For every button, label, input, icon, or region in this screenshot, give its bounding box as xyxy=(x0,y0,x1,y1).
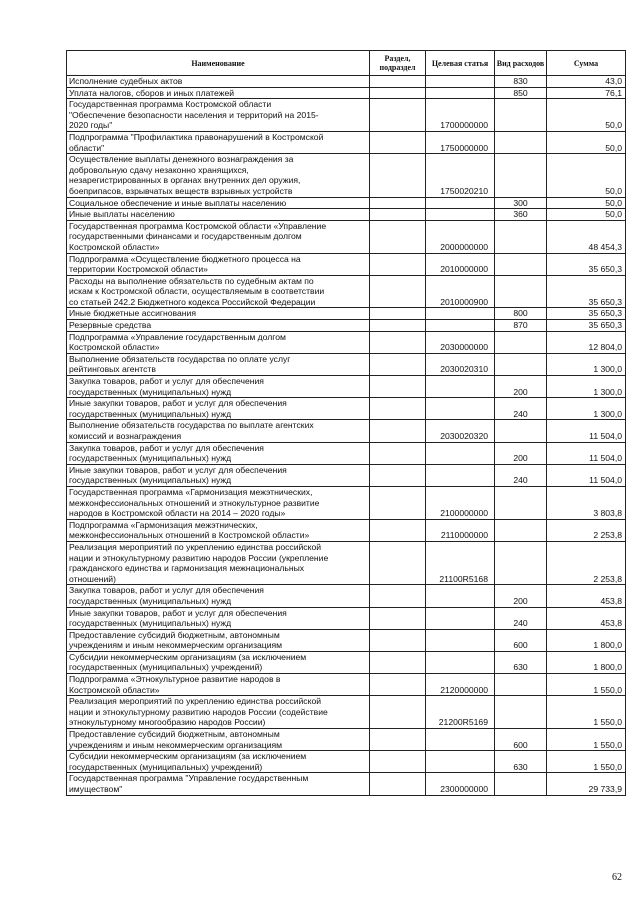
table-header-row xyxy=(67,51,626,76)
row-target-cell xyxy=(426,87,495,99)
row-target-cell: 2100000000 xyxy=(426,486,495,519)
row-expense-type-cell xyxy=(495,696,547,729)
row-target-cell xyxy=(426,442,495,464)
table-row xyxy=(67,541,626,584)
row-amount-cell: 76,1 xyxy=(547,87,626,99)
row-amount-cell: 35 650,3 xyxy=(547,275,626,308)
row-expense-type-cell xyxy=(495,420,547,442)
row-target-cell: 2010000900 xyxy=(426,275,495,308)
row-section-cell xyxy=(370,696,426,729)
row-expense-type-cell: 240 xyxy=(495,398,547,420)
table-row xyxy=(67,99,626,132)
table-row xyxy=(67,464,626,486)
row-target-cell: 1750020210 xyxy=(426,154,495,197)
table-row xyxy=(67,442,626,464)
row-target-cell xyxy=(426,76,495,88)
row-target-cell xyxy=(426,651,495,673)
row-section-cell xyxy=(370,131,426,153)
row-expense-type-cell: 830 xyxy=(495,76,547,88)
row-name-cell: Подпрограмма «Гармонизация межэтнических, межконфессиональных отношений в Костромской области» xyxy=(67,519,370,541)
row-expense-type-cell xyxy=(495,674,547,696)
row-amount-cell: 12 804,0 xyxy=(547,331,626,353)
header-section: Раздел, подраздел xyxy=(370,51,426,76)
row-name-cell: Реализация мероприятий по укреплению единства российской нации и этнокультурному развитию народов России (содействие этнокультурному многообразию народов России) xyxy=(67,696,370,729)
row-target-cell xyxy=(426,209,495,221)
row-name-cell: Реализация мероприятий по укреплению единства российской нации и этнокультурному развитию народов России (укрепление гражданского единства и гармонизация межнациональных отношений) xyxy=(67,541,370,584)
row-name-cell: Осуществление выплаты денежного вознаграждения за добровольную сдачу незаконно хранящихся, незарегистрированных в органах внутренних дел оружия, боеприпасов, взрывчатых веществ взрывных устройств xyxy=(67,154,370,197)
row-target-cell xyxy=(426,197,495,209)
row-expense-type-cell xyxy=(495,220,547,253)
row-section-cell xyxy=(370,154,426,197)
row-target-cell xyxy=(426,464,495,486)
row-amount-cell: 1 550,0 xyxy=(547,696,626,729)
row-amount-cell: 48 454,3 xyxy=(547,220,626,253)
row-amount-cell: 3 803,8 xyxy=(547,486,626,519)
row-section-cell xyxy=(370,197,426,209)
row-amount-cell: 11 504,0 xyxy=(547,420,626,442)
table-row xyxy=(67,197,626,209)
row-amount-cell: 35 650,3 xyxy=(547,308,626,320)
row-amount-cell: 11 504,0 xyxy=(547,442,626,464)
table-row xyxy=(67,308,626,320)
table-row xyxy=(67,607,626,629)
row-section-cell xyxy=(370,320,426,332)
row-name-cell: Иные закупки товаров, работ и услуг для обеспечения государственных (муниципальных) нужд xyxy=(67,607,370,629)
row-name-cell: Подпрограмма "Профилактика правонарушений в Костромской области" xyxy=(67,131,370,153)
row-amount-cell: 1 300,0 xyxy=(547,353,626,375)
row-name-cell: Государственная программа Костромской области "Обеспечение безопасности населения и территорий на 2015- 2020 годы" xyxy=(67,99,370,132)
table-row xyxy=(67,585,626,607)
row-section-cell xyxy=(370,651,426,673)
row-section-cell xyxy=(370,99,426,132)
row-amount-cell: 1 550,0 xyxy=(547,751,626,773)
row-name-cell: Иные закупки товаров, работ и услуг для обеспечения государственных (муниципальных) нужд xyxy=(67,464,370,486)
row-expense-type-cell xyxy=(495,353,547,375)
row-section-cell xyxy=(370,398,426,420)
row-amount-cell: 453,8 xyxy=(547,585,626,607)
row-name-cell: Уплата налогов, сборов и иных платежей xyxy=(67,87,370,99)
row-expense-type-cell: 870 xyxy=(495,320,547,332)
row-expense-type-cell: 240 xyxy=(495,464,547,486)
table-row xyxy=(67,773,626,795)
row-section-cell xyxy=(370,209,426,221)
row-expense-type-cell xyxy=(495,773,547,795)
header-name: Наименование xyxy=(67,51,370,76)
row-section-cell xyxy=(370,420,426,442)
row-section-cell xyxy=(370,308,426,320)
row-expense-type-cell xyxy=(495,331,547,353)
row-expense-type-cell: 200 xyxy=(495,442,547,464)
row-section-cell xyxy=(370,486,426,519)
row-section-cell xyxy=(370,331,426,353)
row-name-cell: Резервные средства xyxy=(67,320,370,332)
row-amount-cell: 1 300,0 xyxy=(547,398,626,420)
row-section-cell xyxy=(370,76,426,88)
row-name-cell: Выполнение обязательств государства по выплате агентских комиссий и вознаграждения xyxy=(67,420,370,442)
row-expense-type-cell: 200 xyxy=(495,585,547,607)
row-amount-cell: 2 253,8 xyxy=(547,519,626,541)
row-amount-cell: 29 733,9 xyxy=(547,773,626,795)
row-section-cell xyxy=(370,253,426,275)
row-name-cell: Государственная программа "Управление государственным имуществом" xyxy=(67,773,370,795)
row-expense-type-cell xyxy=(495,131,547,153)
row-name-cell: Закупка товаров, работ и услуг для обеспечения государственных (муниципальных) нужд xyxy=(67,442,370,464)
row-name-cell: Подпрограмма «Управление государственным долгом Костромской области» xyxy=(67,331,370,353)
row-amount-cell: 50,0 xyxy=(547,209,626,221)
row-target-cell xyxy=(426,398,495,420)
row-expense-type-cell: 630 xyxy=(495,751,547,773)
table-row xyxy=(67,253,626,275)
row-section-cell xyxy=(370,464,426,486)
row-name-cell: Субсидии некоммерческим организациям (за исключением государственных (муниципальных) учреждений) xyxy=(67,651,370,673)
table-row xyxy=(67,729,626,751)
row-amount-cell: 2 253,8 xyxy=(547,541,626,584)
table-row xyxy=(67,87,626,99)
row-amount-cell: 50,0 xyxy=(547,154,626,197)
row-target-cell xyxy=(426,729,495,751)
row-name-cell: Социальное обеспечение и иные выплаты населению xyxy=(67,197,370,209)
row-name-cell: Предоставление субсидий бюджетным, автономным учреждениям и иным некоммерческим организациям xyxy=(67,729,370,751)
row-name-cell: Подпрограмма «Этнокультурное развитие народов в Костромской области» xyxy=(67,674,370,696)
table-row xyxy=(67,131,626,153)
row-expense-type-cell: 300 xyxy=(495,197,547,209)
row-target-cell: 1750000000 xyxy=(426,131,495,153)
budget-table-container xyxy=(66,50,625,796)
table-row xyxy=(67,76,626,88)
table-row xyxy=(67,331,626,353)
row-name-cell: Расходы на выполнение обязательств по судебным актам по искам к Костромской области, осуществляемым в соответствии со статьей 242.2 Бюджетного кодекса Российской Федерации xyxy=(67,275,370,308)
row-expense-type-cell: 850 xyxy=(495,87,547,99)
row-target-cell: 2030020310 xyxy=(426,353,495,375)
row-expense-type-cell: 600 xyxy=(495,729,547,751)
row-section-cell xyxy=(370,353,426,375)
table-row xyxy=(67,220,626,253)
row-target-cell xyxy=(426,629,495,651)
row-name-cell: Исполнение судебных актов xyxy=(67,76,370,88)
row-expense-type-cell xyxy=(495,519,547,541)
table-row xyxy=(67,696,626,729)
row-name-cell: Иные выплаты населению xyxy=(67,209,370,221)
page-number: 62 xyxy=(612,872,622,883)
row-expense-type-cell xyxy=(495,253,547,275)
row-expense-type-cell: 360 xyxy=(495,209,547,221)
row-expense-type-cell: 240 xyxy=(495,607,547,629)
row-name-cell: Государственная программа «Гармонизация межэтнических, межконфессиональных отношений и этнокультурное развитие народов в Костромской области на 2014 – 2020 годы» xyxy=(67,486,370,519)
row-expense-type-cell xyxy=(495,275,547,308)
table-row xyxy=(67,674,626,696)
row-amount-cell: 1 800,0 xyxy=(547,651,626,673)
row-amount-cell: 35 650,3 xyxy=(547,320,626,332)
table-row xyxy=(67,751,626,773)
row-name-cell: Иные бюджетные ассигнования xyxy=(67,308,370,320)
row-expense-type-cell: 630 xyxy=(495,651,547,673)
row-target-cell: 2000000000 xyxy=(426,220,495,253)
row-target-cell: 1700000000 xyxy=(426,99,495,132)
table-row xyxy=(67,154,626,197)
row-target-cell: 2300000000 xyxy=(426,773,495,795)
row-target-cell: 21200R5169 xyxy=(426,696,495,729)
row-target-cell: 2030000000 xyxy=(426,331,495,353)
row-target-cell: 2030020320 xyxy=(426,420,495,442)
row-section-cell xyxy=(370,674,426,696)
table-body xyxy=(67,76,626,796)
row-name-cell: Иные закупки товаров, работ и услуг для обеспечения государственных (муниципальных) нужд xyxy=(67,398,370,420)
row-expense-type-cell xyxy=(495,99,547,132)
row-section-cell xyxy=(370,751,426,773)
row-amount-cell: 35 650,3 xyxy=(547,253,626,275)
row-expense-type-cell xyxy=(495,154,547,197)
row-section-cell xyxy=(370,585,426,607)
row-name-cell: Закупка товаров, работ и услуг для обеспечения государственных (муниципальных) нужд xyxy=(67,376,370,398)
row-target-cell xyxy=(426,751,495,773)
row-name-cell: Субсидии некоммерческим организациям (за исключением государственных (муниципальных) учреждений) xyxy=(67,751,370,773)
row-amount-cell: 43,0 xyxy=(547,76,626,88)
table-row xyxy=(67,353,626,375)
row-section-cell xyxy=(370,87,426,99)
row-amount-cell: 453,8 xyxy=(547,607,626,629)
table-row xyxy=(67,209,626,221)
row-section-cell xyxy=(370,519,426,541)
row-name-cell: Выполнение обязательств государства по оплате услуг рейтинговых агентств xyxy=(67,353,370,375)
row-expense-type-cell xyxy=(495,541,547,584)
row-target-cell: 21100R5168 xyxy=(426,541,495,584)
row-amount-cell: 1 800,0 xyxy=(547,629,626,651)
row-section-cell xyxy=(370,541,426,584)
row-section-cell xyxy=(370,607,426,629)
table-row xyxy=(67,376,626,398)
header-expense-type: Вид расходов xyxy=(495,51,547,76)
row-target-cell: 2110000000 xyxy=(426,519,495,541)
header-target: Целевая статья xyxy=(426,51,495,76)
row-expense-type-cell xyxy=(495,486,547,519)
row-section-cell xyxy=(370,275,426,308)
header-amount: Сумма xyxy=(547,51,626,76)
row-target-cell xyxy=(426,585,495,607)
row-amount-cell: 50,0 xyxy=(547,131,626,153)
table-row xyxy=(67,398,626,420)
row-amount-cell: 11 504,0 xyxy=(547,464,626,486)
table-row xyxy=(67,275,626,308)
row-section-cell xyxy=(370,629,426,651)
row-target-cell xyxy=(426,607,495,629)
table-row xyxy=(67,519,626,541)
row-amount-cell: 50,0 xyxy=(547,197,626,209)
row-section-cell xyxy=(370,442,426,464)
row-amount-cell: 50,0 xyxy=(547,99,626,132)
row-section-cell xyxy=(370,220,426,253)
row-target-cell xyxy=(426,308,495,320)
table-row xyxy=(67,320,626,332)
row-name-cell: Закупка товаров, работ и услуг для обеспечения государственных (муниципальных) нужд xyxy=(67,585,370,607)
row-name-cell: Подпрограмма «Осуществление бюджетного процесса на территории Костромской области» xyxy=(67,253,370,275)
row-amount-cell: 1 300,0 xyxy=(547,376,626,398)
row-expense-type-cell: 800 xyxy=(495,308,547,320)
row-amount-cell: 1 550,0 xyxy=(547,674,626,696)
row-target-cell xyxy=(426,376,495,398)
table-row xyxy=(67,486,626,519)
row-target-cell xyxy=(426,320,495,332)
row-name-cell: Предоставление субсидий бюджетным, автономным учреждениям и иным некоммерческим организациям xyxy=(67,629,370,651)
row-expense-type-cell: 200 xyxy=(495,376,547,398)
table-row xyxy=(67,629,626,651)
table-row xyxy=(67,651,626,673)
budget-table xyxy=(66,50,626,796)
row-amount-cell: 1 550,0 xyxy=(547,729,626,751)
table-row xyxy=(67,420,626,442)
row-section-cell xyxy=(370,773,426,795)
row-expense-type-cell: 600 xyxy=(495,629,547,651)
row-target-cell: 2120000000 xyxy=(426,674,495,696)
row-section-cell xyxy=(370,729,426,751)
row-target-cell: 2010000000 xyxy=(426,253,495,275)
row-name-cell: Государственная программа Костромской области «Управление государственными финансами и государственным долгом Костромской области» xyxy=(67,220,370,253)
row-section-cell xyxy=(370,376,426,398)
